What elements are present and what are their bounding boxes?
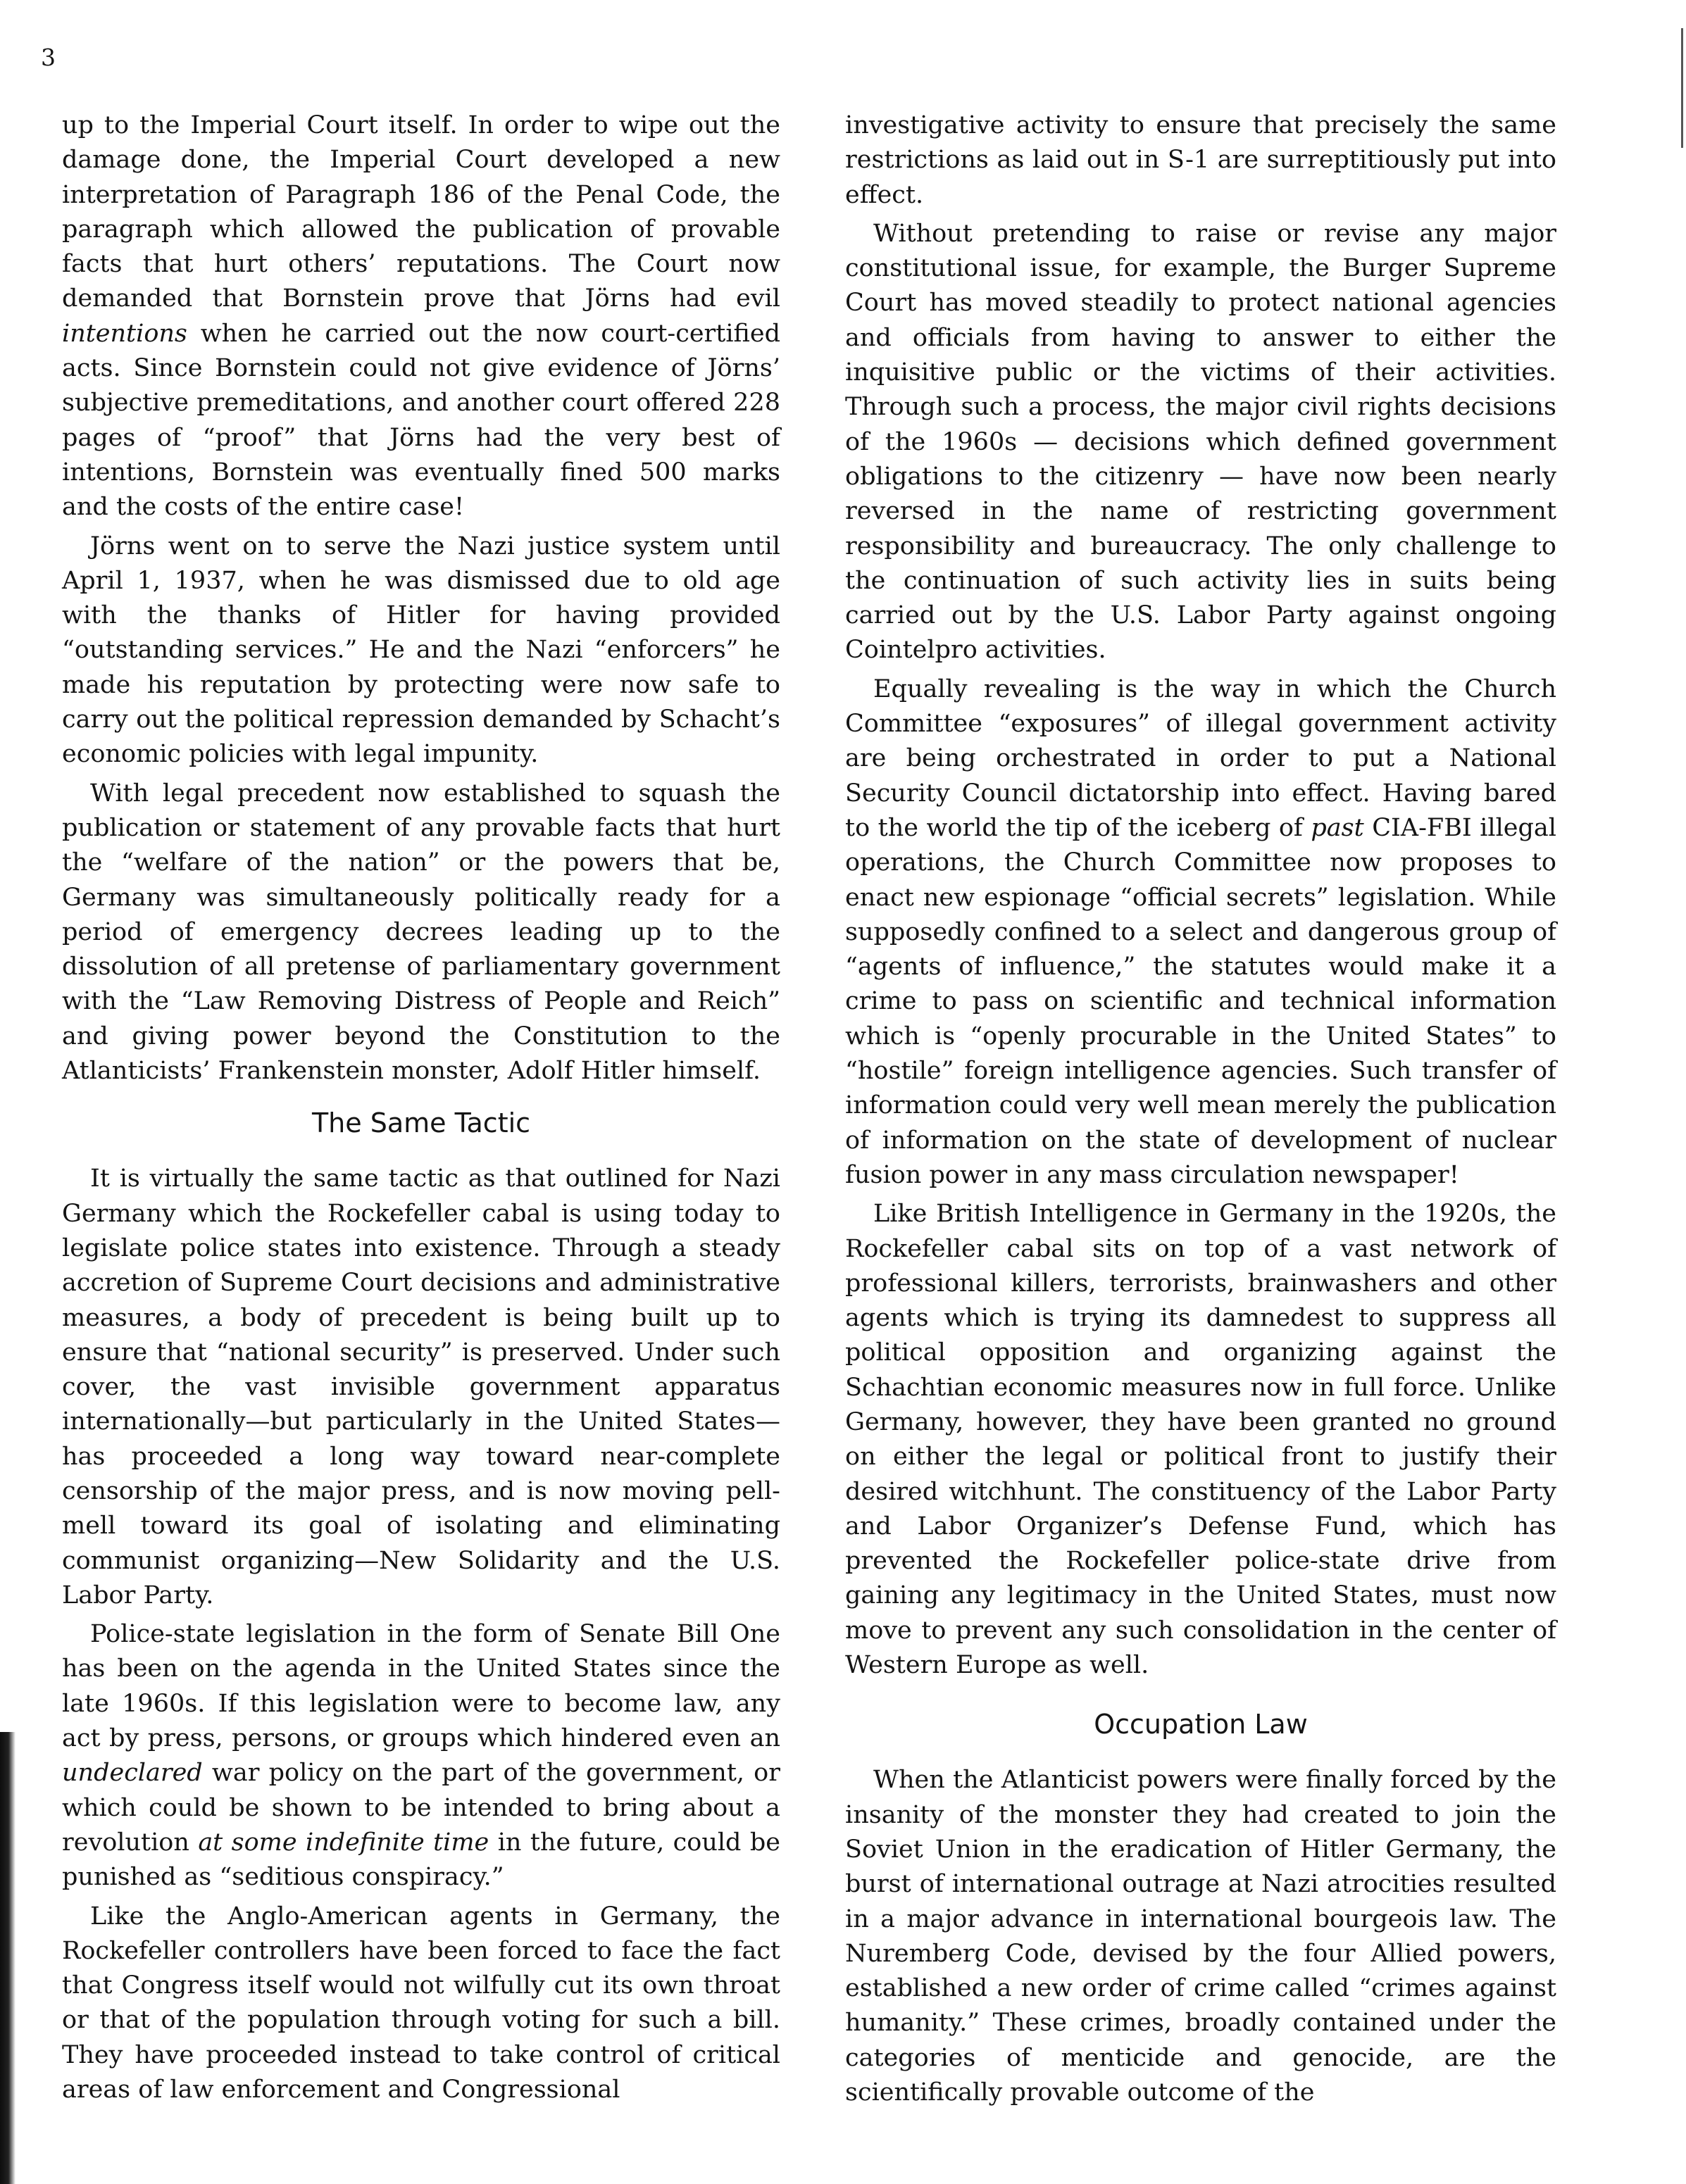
left-paragraph-2: Jörns went on to serve the Nazi justice system until April 1, 1937, when he was dismissed due to old age with the thanks of Hitler for having provided “outstanding services.” He and the Nazi “enforcers” he made his reputation by protecting were now safe to carry out the political repression demanded by Schacht’s economic policies with legal impunity.: [62, 532, 780, 769]
left-p5-text-a: Police-state legislation in the form of Senate Bill One has been on the agenda in the United States since the late 1960s. If this legislation were to become law, any act by press, persons, or groups which hindered even an: [62, 1620, 780, 1753]
binding-shadow: [0, 1732, 15, 2184]
right-p3-text-a: Equally revealing is the way in which the Church Committee “exposures” of illegal government activity are being orchestrated in order to put a National Security Council dictatorship into effect. Having bared to the world the tip of the iceberg of: [845, 674, 1556, 842]
right-p3-text-b: CIA-FBI illegal operations, the Church Committee now proposes to enact new espionage “official secrets” legislation. While supposedly confined to a select and dangerous group of “agents of influence,” the statutes would make it a crime to pass on scientific and technical information which is “openly procurable in the United States” to “hostile” foreign intelligence agencies. Such transfer of information could very well mean merely the publication of information on the state of development of nuclear fusion power in any mass circulation newspaper!: [845, 813, 1556, 1189]
left-p5-text-b: war policy on the part of the government, or which could be shown to be intended to bring about a revolution: [62, 1759, 780, 1857]
right-paragraph-1: investigative activity to ensure that precisely the same restrictions as laid out in S-1 are surreptitiously put into effect.: [845, 111, 1556, 209]
left-paragraph-1: [62, 108, 780, 525]
left-column: [62, 108, 780, 2107]
left-p1-text: up to the Imperial Court itself. In order to wipe out the damage done, the Imperial Court developed a new interpretation of Paragraph 186 of the Penal Code, the paragraph which allowed the publication of provable facts that hurt others’ reputations. The Court now demanded that Bornstein prove that Jörns had evil: [62, 111, 780, 313]
right-p3-emphasis: past: [1311, 813, 1364, 842]
left-p5-text-c: in the future, could be punished as “seditious conspiracy.”: [62, 1828, 780, 1892]
section-heading-occupation-law: Occupation Law: [1094, 1709, 1308, 1740]
left-p5-emphasis-1: undeclared: [62, 1759, 203, 1788]
left-paragraph-5: [62, 1617, 780, 1895]
left-paragraph-3: With legal precedent now established to squash the publication or statement of any provable facts that hurt the “welfare of the nation” or the powers that be, Germany was simultaneously politically ready for a period of emergency decrees leading up to the dissolution of all pretense of parliamentary government with the “Law Removing Distress of People and Reich” and giving power beyond the Constitution to the Atlanticists’ Frankenstein monster, Adolf Hitler himself.: [62, 779, 780, 1086]
margin-mark: [1681, 28, 1683, 148]
right-paragraph-2: Without pretending to raise or revise any major constitutional issue, for example, the Burger Supreme Court has moved steadily to protect national agencies and officials from having to answer to either the inquisitive public or the victims of their activities. Through such a process, the major civil rights decisions of the 1960s — decisions which defined government obligations to the citizenry — have now been nearly reversed in the name of restricting government responsibility and bureaucracy. The only challenge to the continuation of such activity lies in suits being carried out by the U.S. Labor Party against ongoing Cointelpro activities.: [845, 219, 1556, 665]
right-column: [845, 108, 1556, 2110]
right-paragraph-3: [845, 672, 1556, 1193]
left-paragraph-4: It is virtually the same tactic as that outlined for Nazi Germany which the Rockefeller cabal is using today to legislate police states into existence. Through a steady accretion of Supreme Court decisions and administrative measures, a body of precedent is being built up to ensure that “national security” is preserved. Under such cover, the vast invisible government apparatus internationally—but particularly in the United States—has proceeded a long way toward near-complete censorship of the major press, and is now moving pell-mell toward its goal of isolating and eliminating communist organizing—New Solidarity and the U.S. Labor Party.: [62, 1165, 780, 1609]
left-p1-text-end: when he carried out the now court-certified acts. Since Bornstein could not give evidence of Jörns’ subjective premeditations, and another court offered 228 pages of “proof” that Jörns had the very best of intentions, Bornstein was eventually fined 500 marks and the costs of the entire case!: [62, 319, 780, 522]
left-paragraph-6: Like the Anglo-American agents in Germany, the Rockefeller controllers have been forced to face the fact that Congress itself would not wilfully cut its own throat or that of the population through voting for such a bill. They have proceeded instead to take control of critical areas of law enforcement and Congressional: [62, 1902, 780, 2104]
page-number: 3: [41, 44, 56, 71]
left-p5-emphasis-2: at some indefinite time: [198, 1828, 489, 1857]
right-paragraph-4: Like British Intelligence in Germany in the 1920s, the Rockefeller cabal sits on top of a vast network of professional killers, terrorists, brainwashers and other agents which is trying its damnedest to suppress all political opposition and organizing against the Schachtian economic measures now in full force. Unlike Germany, however, they have been granted no ground on either the legal or political front to justify their desired witchhunt. The constituency of the Labor Party and Labor Organizer’s Defense Fund, which has prevented the Rockefeller police-state drive from gaining any legitimacy in the United States, must now move to prevent any such consolidation in the center of Western Europe as well.: [845, 1200, 1556, 1680]
left-p1-emphasis: intentions: [62, 319, 187, 348]
right-paragraph-5: When the Atlanticist powers were finally forced by the insanity of the monster they had created to join the Soviet Union in the eradication of Hitler Germany, the burst of international outrage at Nazi atrocities resulted in a major advance in international bourgeois law. The Nuremberg Code, devised by the four Allied powers, established a new order of crime called “crimes against humanity.” These crimes, broadly contained under the categories of menticide and genocide, are the scientifically provable outcome of the: [845, 1766, 1556, 2107]
section-heading-same-tactic: The Same Tactic: [311, 1107, 531, 1139]
